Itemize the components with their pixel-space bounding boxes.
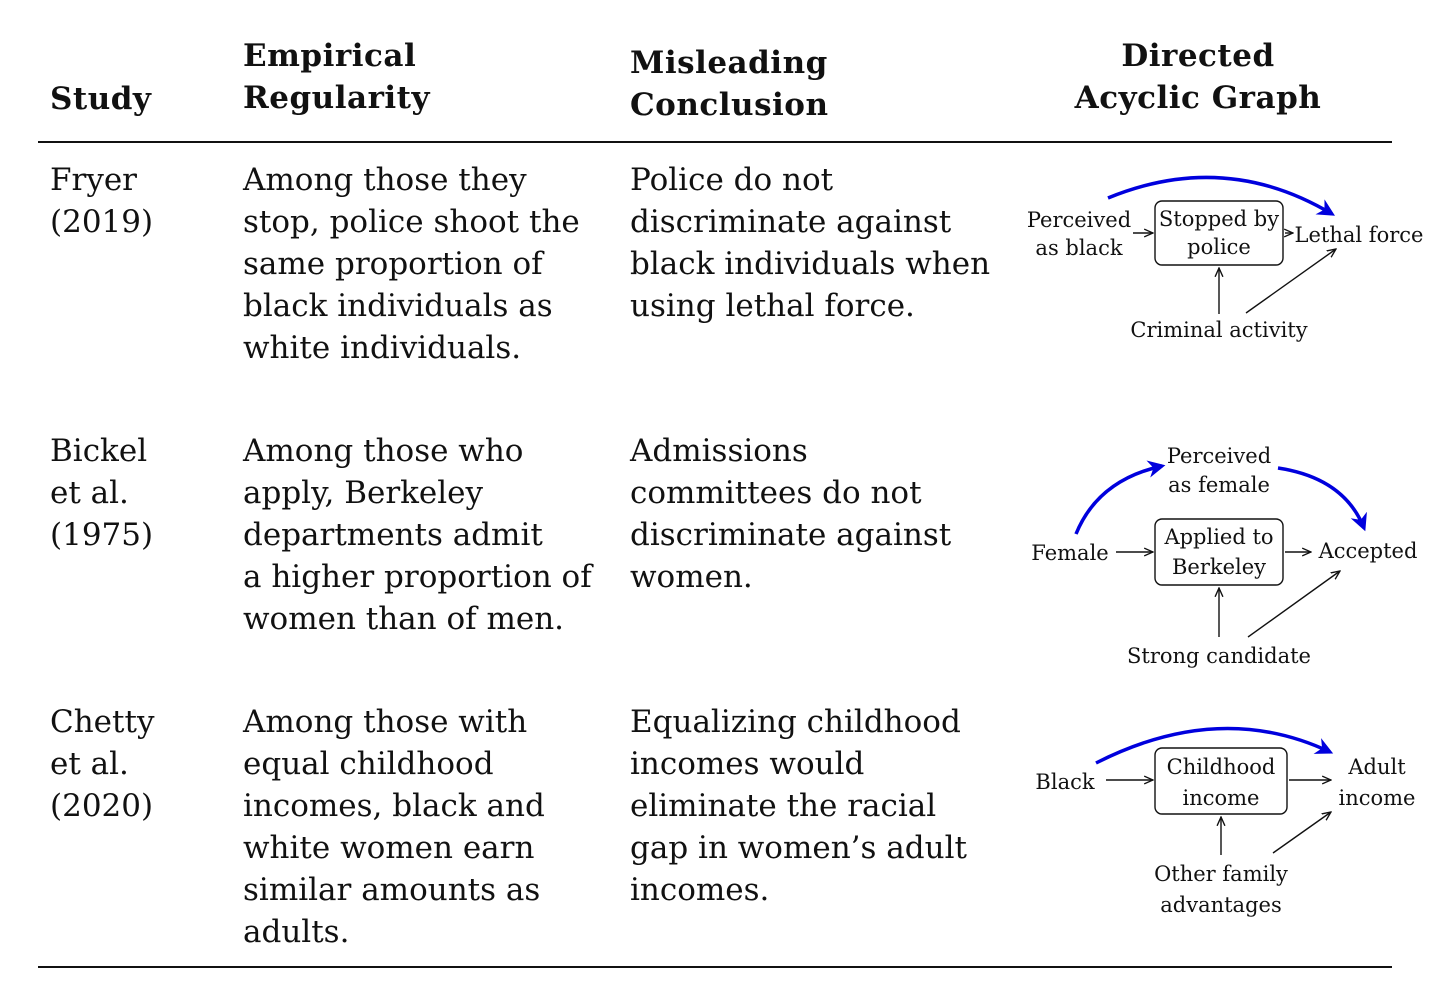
dag-node-adult-income: income xyxy=(1338,786,1416,810)
regularity-line: same proportion of xyxy=(243,246,543,282)
conclusion-line: gap in women’s adult xyxy=(630,830,967,866)
dag-node-other-family-advantages: advantages xyxy=(1160,893,1282,917)
conclusion-line: Equalizing childhood xyxy=(630,704,961,740)
dag-node-black: Black xyxy=(1035,770,1095,794)
conclusion-line: Admissions xyxy=(630,433,808,469)
conclusion-line: Police do not xyxy=(630,162,834,198)
study-line: et al. xyxy=(50,746,129,782)
conclusion-line: discriminate against xyxy=(630,517,952,553)
dag-node-applied-to-berkeley: Berkeley xyxy=(1171,555,1267,579)
dag-fryer xyxy=(1027,177,1424,342)
regularity-line: women than of men. xyxy=(243,601,565,637)
regularity-line: Among those who xyxy=(243,433,524,469)
dag-edge xyxy=(1246,249,1336,313)
dag-highlight-edge xyxy=(1278,468,1364,528)
header-conclusion-line: Misleading xyxy=(630,45,828,81)
dag-node-perceived-female: as female xyxy=(1168,473,1270,497)
regularity-line: a higher proportion of xyxy=(243,559,592,595)
study-line: Bickel xyxy=(50,433,148,469)
dag-highlight-edge xyxy=(1076,466,1162,534)
dag-node-lethal-force: Lethal force xyxy=(1294,223,1424,247)
header-regularity-line: Regularity xyxy=(243,80,431,116)
conclusion-line: committees do not xyxy=(630,475,922,511)
study-line: (1975) xyxy=(50,517,154,553)
regularity-line: apply, Berkeley xyxy=(243,475,484,511)
regularity-line: similar amounts as xyxy=(243,872,541,908)
dag-node-other-family-advantages: Other family xyxy=(1154,862,1288,886)
regularity-line: incomes, black and xyxy=(243,788,545,824)
dag-node-female: Female xyxy=(1031,541,1109,565)
dag-node-adult-income: Adult xyxy=(1348,755,1406,779)
dag-chetty xyxy=(1035,728,1415,917)
study-line: Fryer xyxy=(50,162,138,198)
conclusion-line: using lethal force. xyxy=(630,288,915,324)
regularity-line: stop, police shoot the xyxy=(243,204,580,240)
conclusion-line: discriminate against xyxy=(630,204,952,240)
study-line: (2020) xyxy=(50,788,154,824)
header-conclusion-line: Conclusion xyxy=(630,87,829,123)
header-regularity-line: Empirical xyxy=(243,38,417,74)
dag-bickel xyxy=(1031,444,1417,668)
regularity-line: white individuals. xyxy=(243,330,522,366)
dag-node-perceived-black: Perceived xyxy=(1026,208,1132,232)
regularity-line: equal childhood xyxy=(243,746,494,782)
dag-node-stopped-by-police: Stopped by xyxy=(1158,207,1280,231)
conclusion-line: incomes would xyxy=(630,746,865,782)
regularity-line: adults. xyxy=(243,914,350,950)
dag-node-accepted: Accepted xyxy=(1318,539,1418,563)
dag-node-childhood-income: Childhood xyxy=(1166,755,1276,779)
dag-node-perceived-female: Perceived xyxy=(1166,444,1272,468)
conclusion-line: incomes. xyxy=(630,872,770,908)
dag-node-strong-candidate: Strong candidate xyxy=(1127,644,1311,668)
regularity-line: black individuals as xyxy=(243,288,553,324)
dag-node-stopped-by-police: police xyxy=(1187,235,1251,259)
study-line: (2019) xyxy=(50,204,154,240)
dag-node-perceived-black: as black xyxy=(1035,236,1123,260)
conclusion-line: black individuals when xyxy=(630,246,991,282)
conclusion-line: eliminate the racial xyxy=(630,788,937,824)
header-dag-line: Acyclic Graph xyxy=(1074,80,1322,116)
dag-edge xyxy=(1273,812,1331,853)
dag-node-childhood-income: income xyxy=(1182,786,1260,810)
regularity-line: Among those they xyxy=(243,162,527,198)
dag-node-criminal-activity: Criminal activity xyxy=(1130,318,1308,342)
regularity-line: departments admit xyxy=(243,517,543,553)
regularity-line: Among those with xyxy=(243,704,528,740)
conclusion-line: women. xyxy=(630,559,753,595)
regularity-line: white women earn xyxy=(243,830,535,866)
study-line: et al. xyxy=(50,475,129,511)
header-dag-line: Directed xyxy=(1121,38,1275,74)
dag-node-applied-to-berkeley: Applied to xyxy=(1164,525,1274,549)
header-study-line: Study xyxy=(50,81,152,117)
study-line: Chetty xyxy=(50,704,155,740)
dag-edge xyxy=(1248,571,1340,637)
